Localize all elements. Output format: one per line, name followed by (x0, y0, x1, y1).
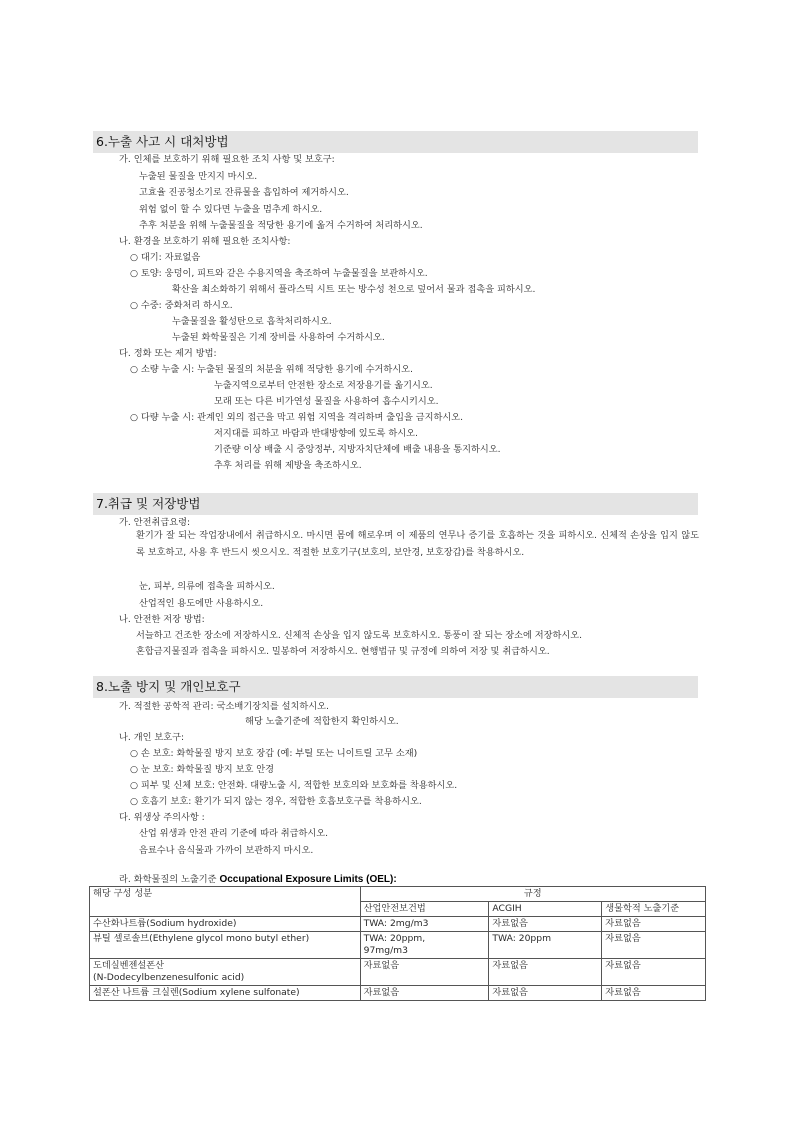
section-6-b-line: 누출된 화학물질은 기계 장비를 사용하여 수거하시오. (172, 332, 385, 343)
cell-osha: TWA: 20ppm, 97mg/m3 (360, 932, 489, 959)
section-6-c-line: ○ 다량 누출 시: 관계인 외의 접근을 막고 위험 지역을 격리하며 출입을 금지하시오. (130, 412, 464, 423)
cell-bio: 자료없음 (602, 986, 706, 1001)
section-6-subheading-a: 가. 인체를 보호하기 위해 필요한 조치 사항 및 보호구: (119, 154, 335, 165)
section-6-c-line: 모래 또는 다른 비가연성 물질을 사용하여 흡수시키시오. (214, 396, 439, 407)
section-6-c-line: 누출지역으로부터 안전한 장소로 저장용기를 옮기시오. (214, 380, 433, 391)
section-6-a-line: 누출된 물질을 만지지 마시오. (139, 171, 258, 182)
section-7-a-paragraph: 환기가 잘 되는 작업장내에서 취급하시오. 마시면 몸에 해로우며 이 제품의 연무나 증기를 호흡하는 것을 피하시오. 신체적 손상을 입지 않도록 보호하고, 사용 후 반드시 씻으시오. 적절한 보호기구(보호의, 보안경, 보호장갑)를 착용하시오. (136, 530, 699, 558)
section-8-c-line: 음료수나 음식물과 가까이 보관하지 마시오. (139, 845, 314, 856)
cell-acgih: 자료없음 (489, 959, 602, 986)
section-6-a-line: 위험 없이 할 수 있다면 누출을 멈추게 하시오. (139, 204, 323, 215)
table-row (90, 917, 706, 932)
section-8-subheading-a: 가. 적절한 공학적 관리: 국소배기장치를 설치하시오. (119, 701, 329, 712)
section-7-a-line: 눈, 피부, 의류에 접촉을 피하시오. (139, 581, 275, 592)
oel-table (89, 886, 706, 1001)
section-6-c-line: 기준량 이상 배출 시 중앙정부, 지방자치단체에 배출 내용을 통지하시오. (214, 444, 501, 455)
section-7-b-line: 서늘하고 건조한 장소에 저장하시오. 신체적 손상을 입지 않도록 보호하시오. 통풍이 잘 되는 장소에 저장하시오. (136, 630, 583, 641)
header-component: 해당 구성 성분 (90, 887, 361, 917)
cell-component: 뷰틸 셀로솔브(Ethylene glycol mono butyl ether) (90, 932, 361, 959)
section-8-b-line: ○ 호흡기 보호: 환기가 되지 않는 경우, 적합한 호흡보호구를 착용하시오. (130, 796, 422, 807)
cell-component: 설폰산 나트륨 크실렌(Sodium xylene sulfonate) (90, 986, 361, 1001)
section-6-b-line: 누출물질을 활성탄으로 흡착처리하시오. (172, 316, 332, 327)
section-8-subheading-c: 다. 위생상 주의사항 : (119, 812, 205, 823)
section-8-a-line: 해당 노출기준에 적합한지 확인하시오. (245, 716, 399, 727)
table-row (90, 986, 706, 1001)
cell-component: 수산화나트륨(Sodium hydroxide) (90, 917, 361, 932)
section-8-c-line: 산업 위생과 안전 관리 기준에 따라 취급하시오. (139, 828, 329, 839)
cell-osha: 자료없음 (360, 986, 489, 1001)
oel-title-ko: 라. 화학물질의 노출기준 (119, 874, 217, 885)
cell-acgih: 자료없음 (489, 986, 602, 1001)
cell-acgih: 자료없음 (489, 917, 602, 932)
section-8-subheading-b: 나. 개인 보호구: (119, 732, 185, 743)
cell-bio: 자료없음 (602, 959, 706, 986)
section-6-c-line: ○ 소량 누출 시: 누출된 물질의 처분을 위해 적당한 용기에 수거하시오. (130, 364, 413, 375)
section-7-heading: 7.취급 및 저장방법 (93, 493, 698, 515)
cell-bio: 자료없음 (602, 917, 706, 932)
table-row (90, 959, 706, 986)
section-6-b-line: ○ 수중: 중화처리 하시오. (130, 300, 233, 311)
cell-osha: 자료없음 (360, 959, 489, 986)
section-6-c-line: 추후 처리를 위해 제방을 축조하시오. (214, 460, 362, 471)
section-8-b-line: ○ 피부 및 신체 보호: 안전화. 대량노출 시, 적합한 보호의와 보호화를 착용하시오. (130, 780, 458, 791)
section-6-b-line: 확산을 최소화하기 위해서 플라스틱 시트 또는 방수성 천으로 덮어서 물과 접촉을 피하시오. (172, 284, 536, 295)
section-8-b-line: ○ 눈 보호: 화학물질 방지 보호 안경 (130, 764, 275, 775)
oel-title-en: Occupational Exposure Limits (OEL): (219, 874, 397, 885)
section-6-subheading-b: 나. 환경을 보호하기 위해 필요한 조치사항: (119, 236, 291, 247)
section-7-a-line: 산업적인 용도에만 사용하시오. (139, 598, 264, 609)
subheader-osha: 산업안전보건법 (360, 902, 489, 917)
section-6-heading: 6.누출 사고 시 대처방법 (93, 131, 698, 153)
cell-component: 도데실벤젠설폰산 (N-Dodecylbenzenesulfonic acid) (90, 959, 361, 986)
subheader-bio: 생물학적 노출기준 (602, 902, 706, 917)
section-8-subheading-d (119, 873, 397, 886)
section-6-a-line: 고효율 진공청소기로 잔류물을 흡입하여 제거하시오. (139, 187, 349, 198)
header-regulation: 규정 (360, 887, 705, 902)
cell-bio: 자료없음 (602, 932, 706, 959)
section-6-a-line: 추후 처분을 위해 누출물질을 적당한 용기에 옮겨 수거하여 처리하시오. (139, 220, 423, 231)
section-6-subheading-c: 다. 정화 또는 제거 방법: (119, 348, 217, 359)
table-header-row (90, 887, 706, 902)
section-7-subheading-b: 나. 안전한 저장 방법: (119, 614, 205, 625)
section-8-heading: 8.노출 방지 및 개인보호구 (93, 676, 698, 698)
section-6-c-line: 저지대를 피하고 바람과 반대방향에 있도록 하시오. (214, 428, 418, 439)
subheader-acgih: ACGIH (489, 902, 602, 917)
table-row (90, 932, 706, 959)
section-8-b-line: ○ 손 보호: 화학물질 방지 보호 장갑 (예: 부틸 또는 니이트릴 고무 소재) (130, 748, 418, 759)
cell-acgih: TWA: 20ppm (489, 932, 602, 959)
section-7-b-line: 혼합금지물질과 접촉을 피하시오. 밀봉하여 저장하시오. 현행법규 및 규정에 의하여 저장 및 취급하시오. (136, 646, 550, 657)
section-7-subheading-a: 가. 안전취급요령: (119, 517, 191, 528)
section-6-b-line: ○ 대기: 자료없음 (130, 252, 201, 263)
cell-osha: TWA: 2mg/m3 (360, 917, 489, 932)
section-6-b-line: ○ 토양: 웅덩이, 피트와 같은 수용지역을 축조하여 누출물질을 보관하시오. (130, 268, 428, 279)
